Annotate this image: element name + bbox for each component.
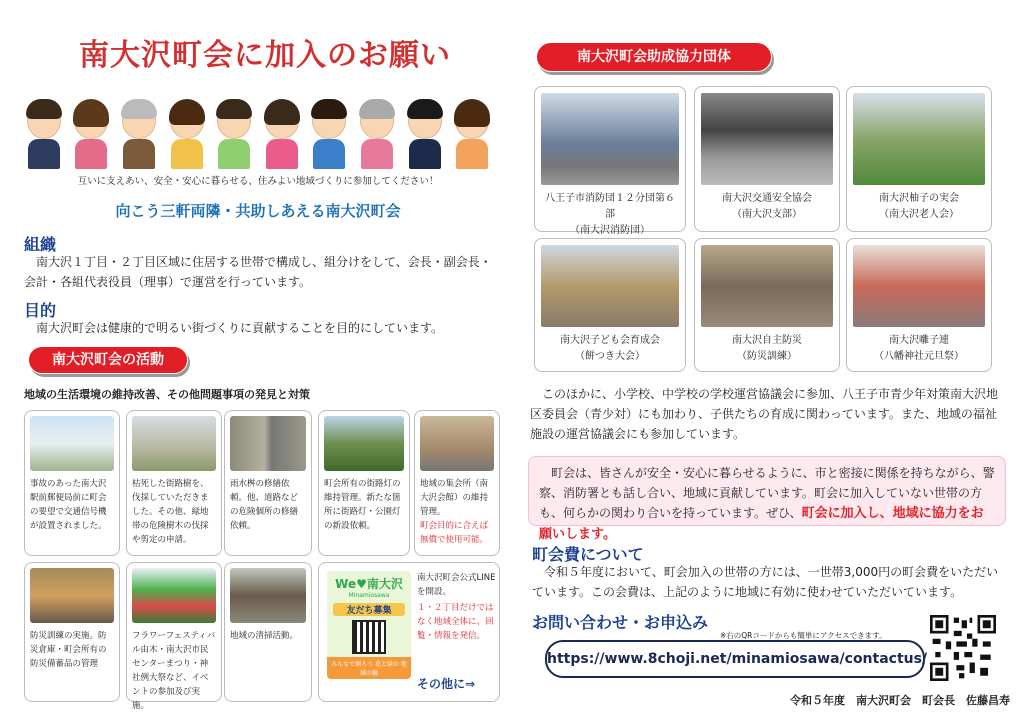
poster-footer: みんなで創ろう 花と緑の 地域の輪 bbox=[327, 657, 411, 679]
activity-note: 町会目的に合えば無償で使用可能。 bbox=[420, 521, 489, 545]
person-figure bbox=[357, 97, 397, 169]
organization-heading: 組織 bbox=[24, 235, 57, 254]
person-figure bbox=[24, 97, 64, 169]
poster-title: We♥南大沢 bbox=[335, 577, 403, 591]
person-figure bbox=[167, 97, 207, 169]
activity-tile bbox=[414, 410, 500, 556]
line-announcement bbox=[318, 562, 500, 702]
activity-tile bbox=[24, 562, 120, 702]
activity-tile bbox=[126, 410, 222, 556]
group-photo bbox=[701, 245, 833, 327]
purpose-heading: 目的 bbox=[24, 301, 57, 320]
qr-code-icon[interactable] bbox=[930, 615, 996, 681]
group-tile bbox=[846, 86, 992, 232]
group-name: 南大沢交通安全協会 bbox=[722, 193, 812, 204]
line-text: 南大沢町会公式LINEを開設。 bbox=[417, 573, 496, 597]
group-photo bbox=[541, 245, 679, 327]
group-photo bbox=[853, 93, 985, 185]
group-tile bbox=[846, 238, 992, 372]
activity-tile bbox=[126, 562, 222, 711]
organization-text: 南大沢１丁目・２丁目区域に住居する世帯で構成し、組分けをして、会長・副会長・会計・各組代表役員（理事）で運営を行っています。 bbox=[24, 255, 492, 289]
group-tile bbox=[694, 238, 840, 372]
group-sub: （南大沢老人会） bbox=[879, 209, 959, 220]
groups-pill: 南大沢町会助成協力団体 bbox=[536, 42, 772, 72]
group-photo bbox=[701, 93, 833, 185]
activity-tile bbox=[224, 562, 312, 702]
contact-heading: お問い合わせ・お申込み bbox=[532, 613, 709, 632]
appeal-highlight: 町会に加入し、地域に協力をお願いします。 bbox=[539, 506, 984, 542]
person-figure bbox=[309, 97, 349, 169]
fee-text: 令和５年度において、町会加入の世帯の方には、一世帯3,000円の町会費をいただいています。この会費は、上記のように地域に有効に使わせていただいています。 bbox=[532, 565, 999, 599]
contact-url-link[interactable]: https://www.8choji.net/minamiosawa/contactus/ bbox=[545, 640, 925, 678]
group-photo bbox=[541, 93, 679, 185]
family-illustration bbox=[20, 95, 496, 169]
activity-caption: 事故のあった南大沢駅前郵便局前に町会の要望で交通信号機が設置されました。 bbox=[30, 479, 107, 531]
activity-tile bbox=[318, 410, 410, 556]
activity-photo bbox=[324, 416, 404, 471]
footer-signature: 令和５年度 南大沢町会 町会長 佐藤昌寿 bbox=[790, 694, 1010, 707]
activity-caption: 枯死した街路樹を、伐採していただきました。その他、緑地帯の危険樹木の伐採や剪定の申請。 bbox=[132, 479, 209, 545]
slogan: 向こう三軒両隣・共助しあえる南大沢町会 bbox=[115, 202, 401, 220]
group-name: 南大沢囃子連 bbox=[889, 335, 949, 346]
poster-subtitle: Minamiosawa bbox=[348, 592, 390, 599]
activities-pill: 南大沢町会の活動 bbox=[28, 346, 188, 374]
group-sub: （南大沢支部） bbox=[732, 209, 802, 220]
fee-heading: 町会費について bbox=[532, 545, 644, 564]
activity-photo bbox=[420, 416, 494, 471]
group-sub: （八幡神社元旦祭） bbox=[874, 351, 964, 362]
group-name: 南大沢柚子の実会 bbox=[879, 193, 959, 204]
groups-text: このほかに、小学校、中学校の学校運営協議会に参加、八王子市青少年対策南大沢地区委員会（青少対）にも加わり、子供たちの育成に関わっています。また、地域の福祉施設の運営協議会にも参加しています。 bbox=[530, 387, 999, 441]
more-link: その他に⇒ bbox=[417, 677, 476, 691]
group-photo bbox=[853, 245, 985, 327]
person-figure bbox=[71, 97, 111, 169]
appeal-box bbox=[528, 456, 1006, 542]
activity-tile bbox=[24, 410, 120, 556]
activity-caption: 町会所有の街路灯の維持管理。新たな箇所に街路灯・公園灯の新設依頼。 bbox=[324, 479, 401, 531]
purpose-text: 南大沢町会は健康的で明るい街づくりに貢献することを目的にしています。 bbox=[36, 321, 444, 335]
person-figure bbox=[405, 97, 445, 169]
person-figure bbox=[452, 97, 492, 169]
person-figure bbox=[262, 97, 302, 169]
activity-photo bbox=[30, 416, 114, 471]
activity-photo bbox=[230, 416, 306, 471]
qr-note: ※右のQRコードからも簡単にアクセスできます。 bbox=[720, 631, 887, 640]
activity-caption: 雨水桝の修繕依頼。他、道路などの危険個所の修繕依頼。 bbox=[230, 479, 299, 531]
person-figure bbox=[119, 97, 159, 169]
group-sub: （防災訓練） bbox=[737, 351, 797, 362]
activity-photo bbox=[230, 568, 306, 623]
tagline: 互いに支えあい、安全・安心に暮らせる、住みよい地域づくりに参加してください！ bbox=[77, 176, 439, 187]
activity-caption: 地域の清掃活動。 bbox=[230, 631, 299, 641]
page-title: 南大沢町会に加入のお願い bbox=[79, 38, 451, 73]
group-tile bbox=[534, 86, 686, 236]
activity-caption: フラワーフェスティバル由木・南大沢市民センターまつり・神社例大祭など、イベントの参加及び実施。 bbox=[132, 631, 216, 711]
group-tile bbox=[534, 238, 686, 372]
group-name: 南大沢子ども会育成会 bbox=[560, 335, 660, 346]
group-name: 南大沢自主防災 bbox=[732, 335, 802, 346]
qr-code-icon bbox=[352, 620, 386, 654]
line-poster bbox=[327, 571, 411, 679]
activity-caption: 防災訓練の実施。防災倉庫・町会所有の防災備蓄品の管理 bbox=[30, 631, 107, 669]
activity-photo bbox=[30, 568, 114, 623]
activities-subheading: 地域の生活環境の維持改善、その他問題事項の発見と対策 bbox=[24, 388, 310, 401]
group-name: 八王子市消防団１２分団第６部 bbox=[545, 193, 675, 220]
group-tile bbox=[694, 86, 840, 232]
activity-photo bbox=[132, 416, 216, 471]
activity-tile bbox=[224, 410, 312, 556]
line-note: １・２丁目だけではなく地域全体に、回覧・情報を発信。 bbox=[417, 603, 494, 641]
appeal-text: 町会は、皆さんが安全・安心に暮らせるように、市と密接に関係を持ちながら、警察、消防署とも話し合い、地域に貢献しています。町会に加入していない世帯の方も、何らかの関わり合いを持っています。ぜひ、 bbox=[539, 466, 995, 520]
poster-banner: 友だち募集 bbox=[333, 603, 405, 616]
person-figure bbox=[214, 97, 254, 169]
group-sub: （餅つき大会） bbox=[575, 351, 645, 362]
activity-caption: 地域の集会所（南大沢会館）の維持管理。 bbox=[420, 479, 489, 517]
group-sub: （南大沢消防団） bbox=[570, 225, 650, 236]
activity-photo bbox=[132, 568, 216, 623]
